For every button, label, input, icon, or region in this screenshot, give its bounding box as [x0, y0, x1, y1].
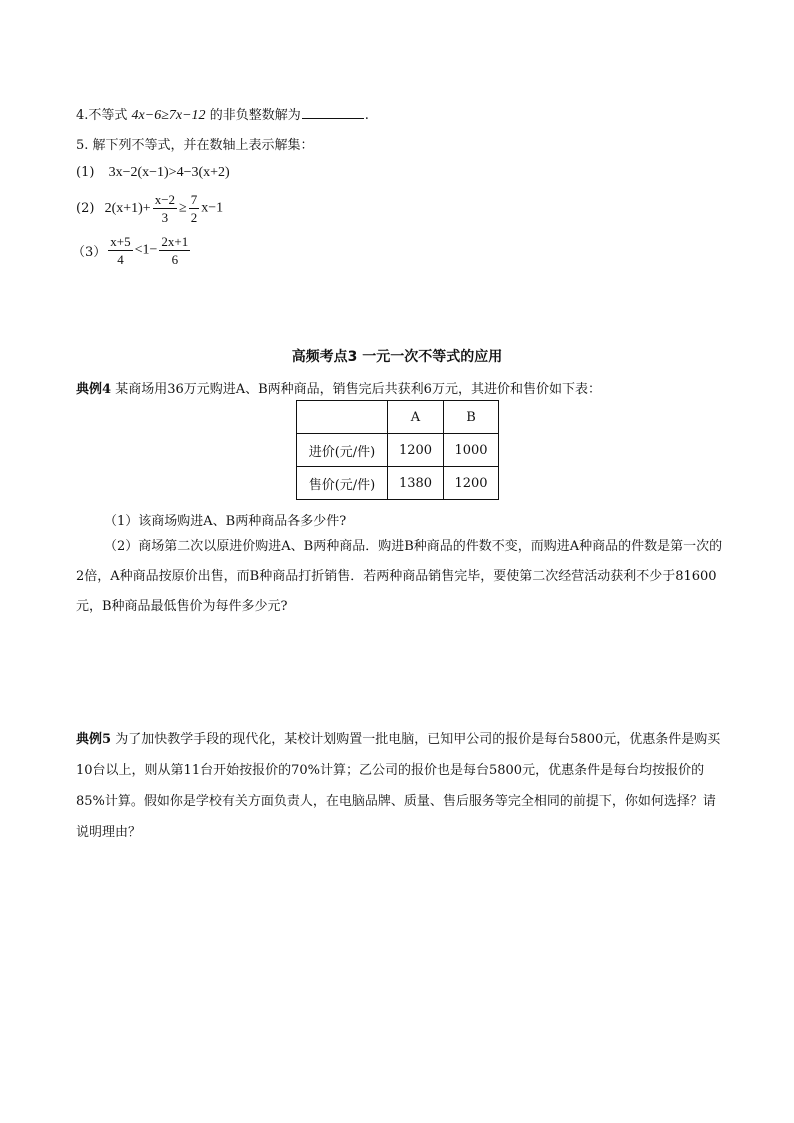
table-cell: 进价(元/件) — [297, 434, 388, 467]
q5-part-2-fraction-2 — [189, 192, 200, 225]
question-4 — [76, 104, 369, 124]
example-5-label: 典例5 — [76, 732, 112, 747]
q5-part-2-left: 2(x+1)+ — [104, 200, 151, 216]
table-header-cell: B — [444, 401, 499, 434]
table-header-cell: A — [388, 401, 444, 434]
q5-part-3-label: （3） — [72, 245, 107, 260]
example-4-question-2: （2）商场第二次以原进价购进A、B两种商品．购进B种商品的件数不变，而购进A种商品的件数是第一次的2倍，A种商品按原价出售，而B种商品打折销售．若两种商品销售完毕，要使第二次经营活动获利不少于81600元，B种商品最低售价为每件多少元? — [76, 539, 723, 614]
section-title: 高频考点3 一元一次不等式的应用 — [291, 349, 503, 365]
q5-part-2-label: (2) — [76, 201, 95, 216]
table-cell: 售价(元/件) — [297, 467, 388, 500]
q4-suffix: 的非负整数解为 — [209, 108, 301, 123]
answer-blank — [302, 106, 364, 119]
price-table — [296, 400, 499, 500]
fraction-denominator: 6 — [171, 252, 179, 267]
q5-part-3-mid: <1− — [134, 242, 158, 258]
fraction-numerator: 2x+1 — [161, 234, 189, 249]
fraction-numerator: 7 — [190, 192, 198, 207]
q5-part-1-expr: 3x−2(x−1)>4−3(x+2) — [108, 165, 230, 180]
example-4-text: 某商场用36万元购进A、B两种商品，销售完后共获利6万元，其进价和售价如下表： — [115, 382, 601, 397]
q4-prefix: 4.不等式 — [76, 108, 128, 123]
question-5-intro: 5. 解下列不等式，并在数轴上表示解集： — [76, 138, 314, 153]
q5-part-3-fraction-2 — [159, 234, 190, 267]
fraction-denominator: 4 — [117, 252, 124, 267]
q5-part-1 — [76, 165, 230, 181]
q5-part-2-ge: ≥ — [179, 200, 187, 216]
table-cell: 1200 — [444, 467, 499, 500]
q5-part-1-label: (1) — [76, 165, 95, 180]
q4-inequality: 4x−6≥7x−12 — [131, 108, 206, 123]
q4-end: . — [364, 108, 369, 123]
q5-part-2-tail: x−1 — [201, 200, 224, 216]
example-4-label: 典例4 — [76, 382, 112, 397]
table-row — [297, 467, 499, 500]
example-5-text: 为了加快教学手段的现代化，某校计划购置一批电脑，已知甲公司的报价是每台5800元，优惠条件是购买10台以上，则从第11台开始按报价的70%计算；乙公司的报价也是每台5800元，优惠条件是每台均按报价的85%计算。假如你是学校有关方面负责人，在电脑品牌、质量、售后服务等完全相同的前提下，你如何选择？请说明理由？ — [76, 732, 721, 840]
table-row — [297, 434, 499, 467]
q5-part-3 — [72, 234, 192, 267]
example-5-statement — [76, 724, 724, 848]
fraction-denominator: 2 — [190, 210, 198, 225]
fraction-denominator: 3 — [161, 210, 169, 225]
table-header-cell — [297, 401, 388, 434]
table-cell: 1380 — [388, 467, 444, 500]
table-cell: 1000 — [444, 434, 499, 467]
fraction-numerator: x+5 — [110, 234, 131, 249]
table-cell: 1200 — [388, 434, 444, 467]
fraction-numerator: x−2 — [154, 192, 176, 207]
example-4-statement — [76, 378, 601, 397]
q5-part-3-fraction-1 — [108, 234, 132, 267]
q5-part-2 — [76, 192, 223, 225]
q5-part-2-fraction-1 — [153, 192, 177, 225]
table-header-row — [297, 401, 499, 434]
example-4-question-1: （1）该商场购进A、B两种商品各多少件? — [104, 514, 347, 529]
